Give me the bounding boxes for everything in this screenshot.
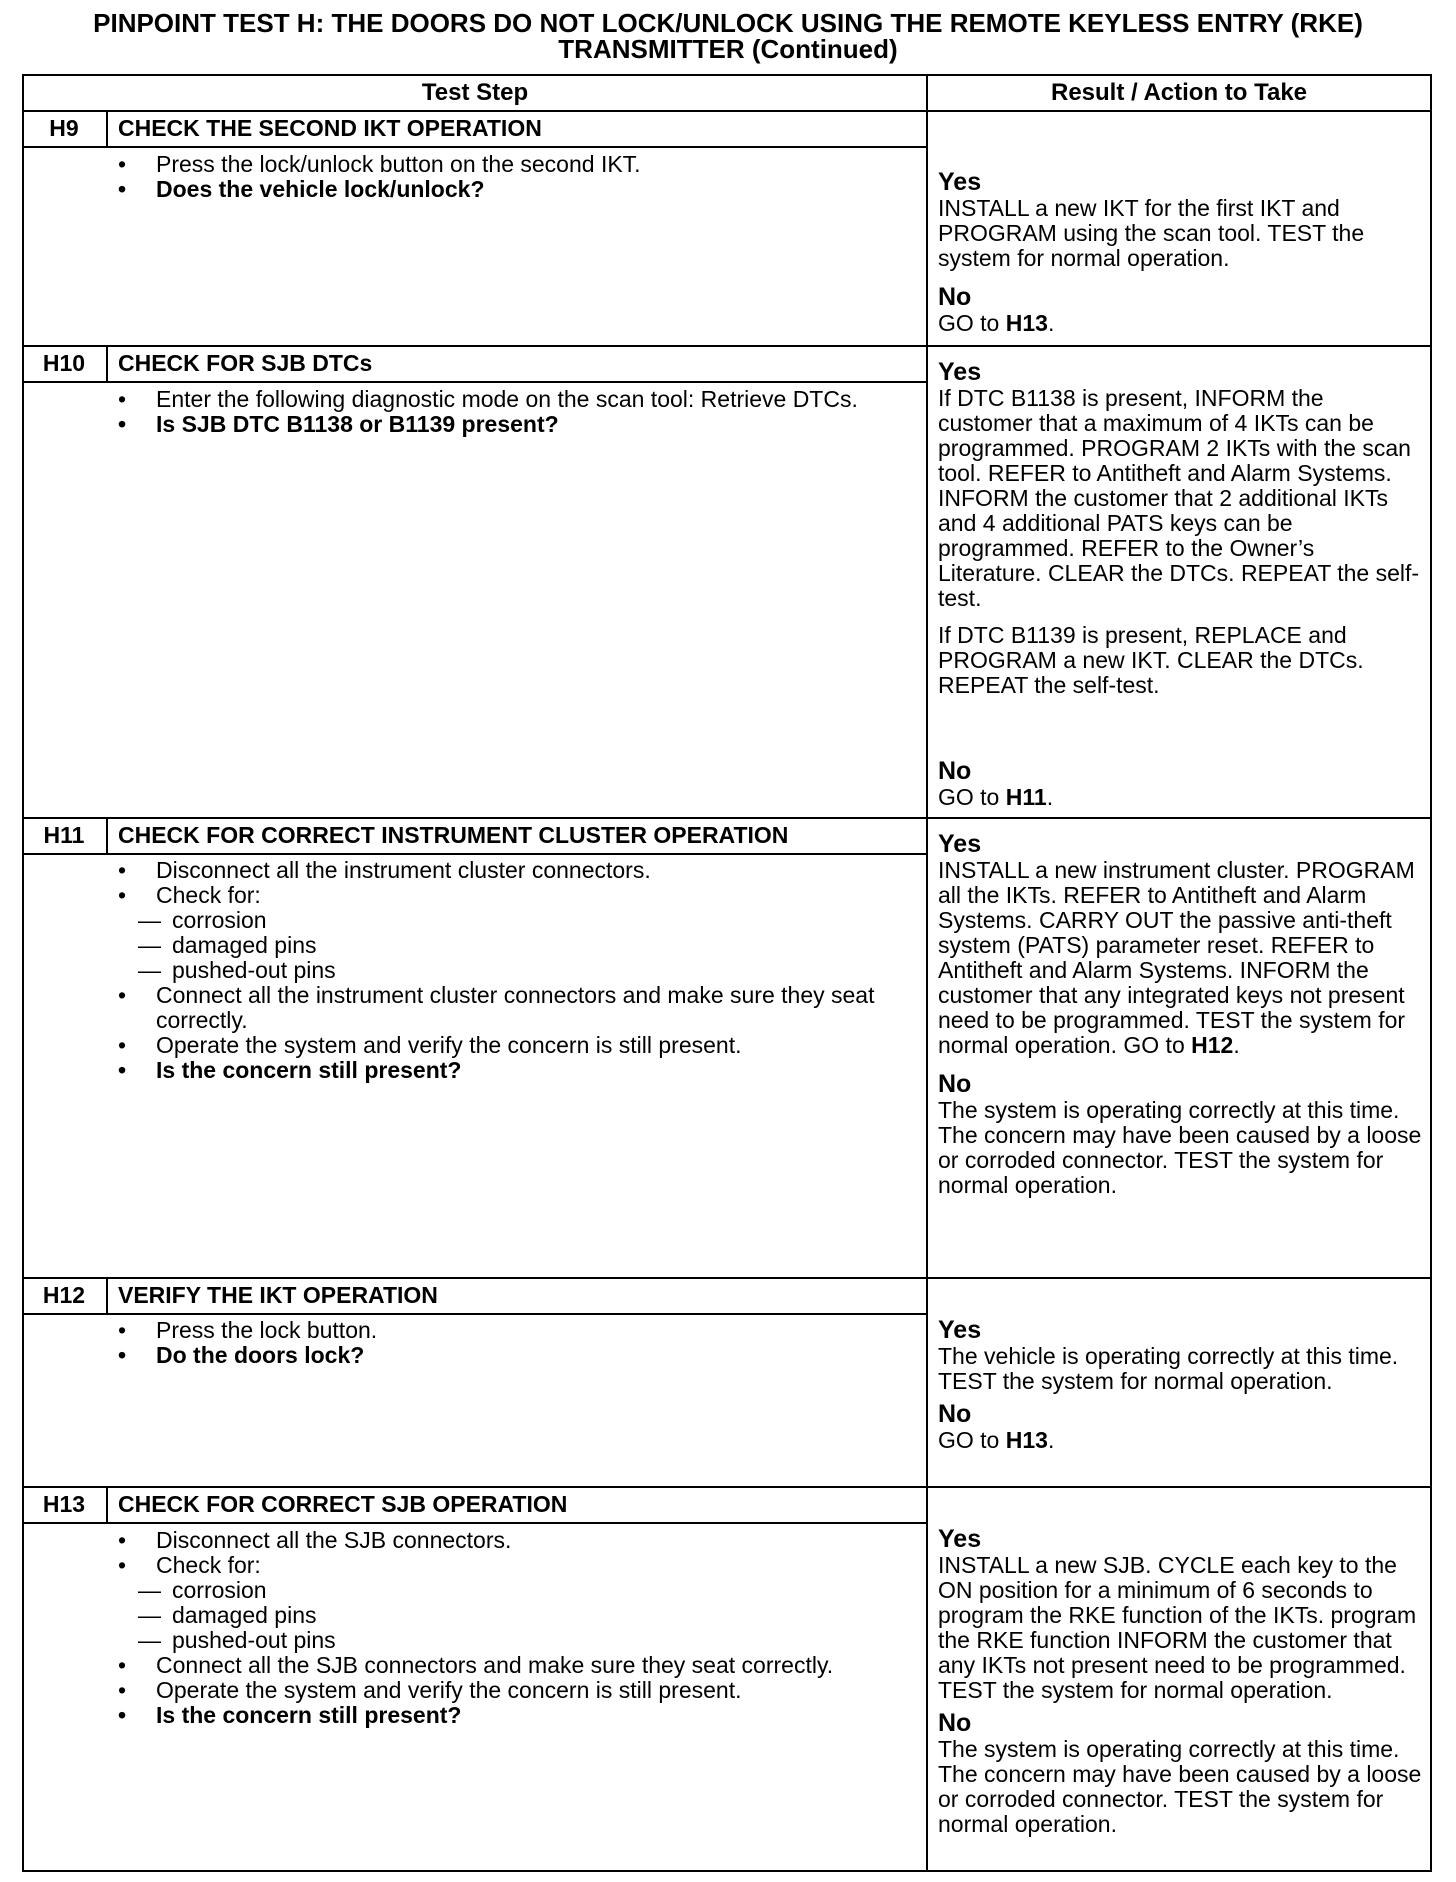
no-action-suffix: . — [1046, 784, 1054, 810]
yes-label: Yes — [938, 830, 982, 858]
no-action — [938, 311, 1424, 336]
yes-label: Yes — [938, 1316, 982, 1344]
yes-action-text: INSTALL a new instrument cluster. PROGRAM all the IKTs. REFER to Antitheft and Alarm Systems. CARRY OUT the passive anti-theft system (PATS) parameter reset. REFER to Antitheft and Alarm Systems. INFORM the customer that any integrated keys not present need to be programmed. TEST the system for normal operation. GO to — [938, 857, 1415, 1058]
step-id: H13 — [42, 1491, 86, 1517]
no-action-text: GO to — [938, 1427, 1006, 1453]
header-test-step: Test Step — [421, 79, 529, 106]
no-label: No — [938, 757, 972, 785]
page-title — [0, 10, 1456, 62]
step-title-rule — [22, 1313, 926, 1315]
step-question: • Is the concern still present? — [114, 1058, 914, 1083]
step-actions — [114, 1528, 914, 1728]
action-item: • Operate the system and verify the concern is still present. — [114, 1678, 914, 1703]
step-id: H10 — [42, 350, 86, 376]
yes-action: If DTC B1138 is present, INFORM the customer that a maximum of 4 IKTs can be programmed. PROGRAM 2 IKTs with the scan tool. REFER to Antitheft and Alarm Systems. INFORM the customer that 2 additional IKTs and 4 additional PATS keys can be programmed. REFER to the Owner’s Literature. CLEAR the DTCs. REPEAT the self-test. — [938, 385, 1420, 611]
no-action — [938, 1428, 1424, 1453]
result-h11 — [938, 830, 1424, 1198]
action-item: • Disconnect all the SJB connectors. — [114, 1528, 914, 1553]
action-item: • Check for: — [114, 1553, 914, 1578]
action-item: • Connect all the SJB connectors and make sure they seat correctly. — [114, 1653, 914, 1678]
step-actions — [114, 387, 914, 437]
step-title-rule — [22, 1522, 926, 1524]
step-title-rule — [22, 146, 926, 148]
check-subitem: — pushed-out pins — [114, 1628, 914, 1653]
header-result-action: Result / Action to Take — [1050, 79, 1308, 106]
action-item: • Press the lock button. — [114, 1318, 914, 1343]
step-title: CHECK FOR SJB DTCs — [118, 350, 373, 376]
goto-target: H12 — [1191, 1032, 1234, 1058]
action-item: • Enter the following diagnostic mode on the scan tool: Retrieve DTCs. — [114, 387, 914, 412]
goto-target: H13 — [1005, 1427, 1048, 1453]
step-title: VERIFY THE IKT OPERATION — [118, 1282, 438, 1308]
step-id: H9 — [49, 115, 79, 141]
no-action-text: GO to — [938, 310, 1006, 336]
yes-action — [938, 858, 1424, 1058]
yes-action-2: If DTC B1139 is present, REPLACE and PROGRAM a new IKT. CLEAR the DTCs. REPEAT the self-test. — [938, 622, 1364, 698]
step-question: • Do the doors lock? — [114, 1343, 914, 1368]
step-title: CHECK THE SECOND IKT OPERATION — [118, 115, 542, 141]
check-subitem: — corrosion — [114, 1578, 914, 1603]
no-action — [938, 785, 1424, 810]
step-question: • Is SJB DTC B1138 or B1139 present? — [114, 412, 914, 437]
step-id: H11 — [43, 822, 85, 848]
step-actions — [114, 152, 914, 202]
result-h10-no — [938, 757, 1424, 810]
result-h9 — [938, 168, 1424, 336]
no-label: No — [938, 1400, 972, 1428]
yes-action: INSTALL a new IKT for the first IKT and PROGRAM using the scan tool. TEST the system for normal operation. — [938, 195, 1365, 271]
id-divider — [106, 1487, 108, 1523]
step-question: • Is the concern still present? — [114, 1703, 914, 1728]
goto-target: H13 — [1005, 310, 1048, 336]
id-divider — [106, 346, 108, 382]
no-action: The system is operating correctly at this time. The concern may have been caused by a loose or corroded connector. TEST the system for normal operation. — [938, 1736, 1422, 1837]
check-subitem: — pushed-out pins — [114, 958, 914, 983]
goto-target: H11 — [1005, 784, 1047, 810]
action-item: • Press the lock/unlock button on the second IKT. — [114, 152, 914, 177]
id-divider — [106, 111, 108, 147]
yes-action-suffix: . — [1233, 1032, 1240, 1058]
yes-label: Yes — [938, 1525, 982, 1553]
yes-action: The vehicle is operating correctly at this time. TEST the system for normal operation. — [938, 1343, 1399, 1394]
no-label: No — [938, 283, 972, 311]
action-item: • Connect all the instrument cluster connectors and make sure they seat correctly. — [114, 983, 914, 1033]
yes-label: Yes — [938, 168, 982, 196]
step-question: • Does the vehicle lock/unlock? — [114, 177, 914, 202]
no-action-suffix: . — [1047, 1427, 1055, 1453]
step-actions — [114, 1318, 914, 1368]
no-action-text: GO to — [938, 784, 1006, 810]
check-subitem: — damaged pins — [114, 933, 914, 958]
title-line-1: PINPOINT TEST H: THE DOORS DO NOT LOCK/UNLOCK USING THE REMOTE KEYLESS ENTRY (RKE) — [93, 8, 1363, 38]
column-divider — [926, 74, 928, 1872]
result-h12 — [938, 1316, 1424, 1453]
result-h13 — [938, 1525, 1424, 1837]
step-actions — [114, 858, 914, 1083]
id-divider — [106, 818, 108, 854]
step-title: CHECK FOR CORRECT SJB OPERATION — [118, 1491, 568, 1517]
no-label: No — [938, 1070, 972, 1098]
action-item: • Check for: — [114, 883, 914, 908]
step-title-rule — [22, 381, 926, 383]
id-divider — [106, 1278, 108, 1314]
step-title: CHECK FOR CORRECT INSTRUMENT CLUSTER OPERATION — [118, 822, 789, 848]
step-title-rule — [22, 853, 926, 855]
yes-action: INSTALL a new SJB. CYCLE each key to the ON position for a minimum of 6 seconds to program the RKE function of the IKTs. program the RKE function INFORM the customer that any IKTs not present need to be programmed. TEST the system for normal operation. — [938, 1552, 1417, 1703]
check-subitem: — corrosion — [114, 908, 914, 933]
no-action-suffix: . — [1047, 310, 1055, 336]
yes-label: Yes — [938, 358, 982, 386]
action-item: • Operate the system and verify the concern is still present. — [114, 1033, 914, 1058]
action-item: • Disconnect all the instrument cluster connectors. — [114, 858, 914, 883]
title-line-2: TRANSMITTER (Continued) — [558, 34, 898, 64]
check-subitem: — damaged pins — [114, 1603, 914, 1628]
no-action: The system is operating correctly at this time. The concern may have been caused by a loose or corroded connector. TEST the system for normal operation. — [938, 1097, 1422, 1198]
step-id: H12 — [42, 1282, 86, 1308]
no-label: No — [938, 1709, 972, 1737]
result-h10 — [938, 358, 1424, 710]
